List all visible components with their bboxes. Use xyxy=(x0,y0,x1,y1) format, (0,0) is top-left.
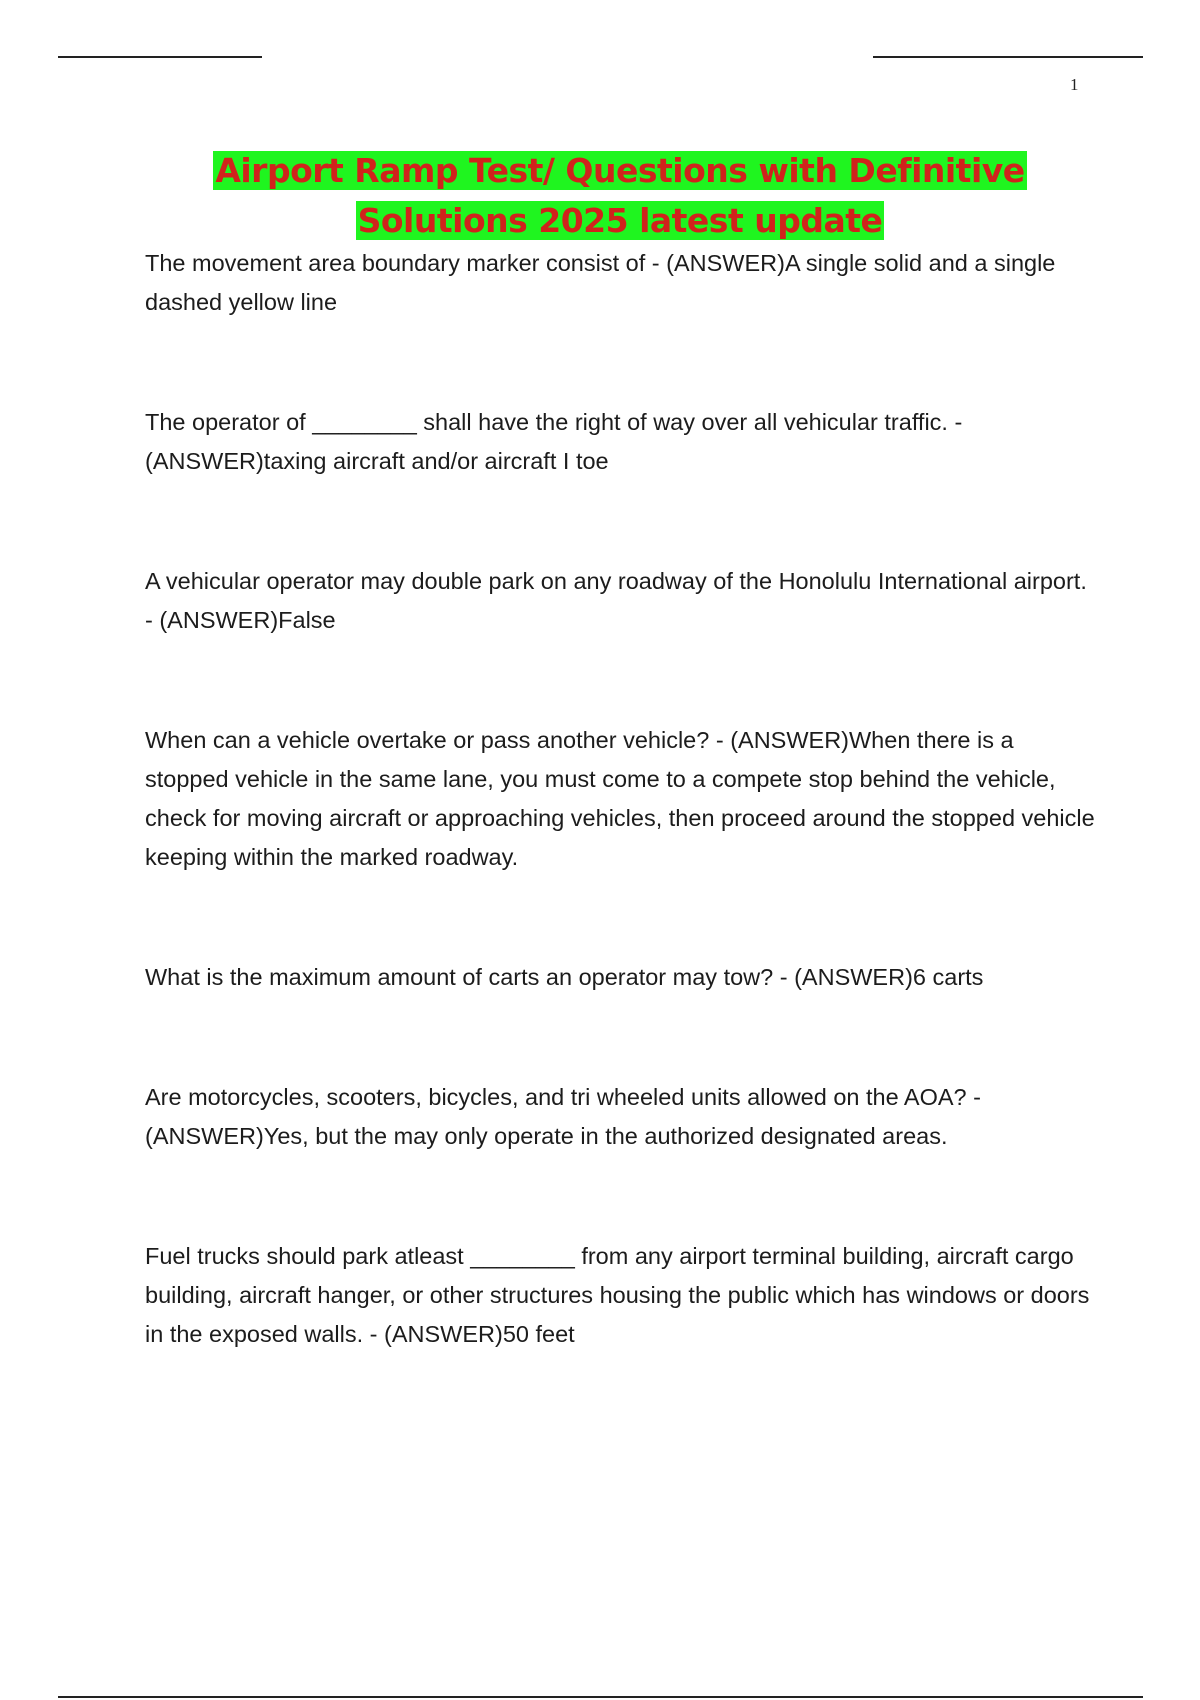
header-rule-right xyxy=(873,56,1143,58)
qa-item: A vehicular operator may double park on any roadway of the Honolulu International airport. - (ANSWER)False xyxy=(145,568,1087,633)
title-line-1: Airport Ramp Test/ Questions with Definitive xyxy=(215,151,1025,190)
qa-item: The operator of ________ shall have the right of way over all vehicular traffic. - (ANSWER)taxing aircraft and/or aircraft I toe xyxy=(145,409,963,474)
header-rule-left xyxy=(58,56,262,58)
title-line-2: Solutions 2025 latest update xyxy=(357,201,883,240)
qa-list xyxy=(145,244,1100,1354)
qa-item: Are motorcycles, scooters, bicycles, and tri wheeled units allowed on the AOA? - (ANSWER)Yes, but the may only operate in the authorized designated areas. xyxy=(145,1084,981,1149)
qa-item: Fuel trucks should park atleast ________ from any airport terminal building, aircraft cargo building, aircraft hanger, or other structures housing the public which has windows or doors in the exposed walls. - (ANSWER)50 feet xyxy=(145,1243,1090,1347)
footer-rule xyxy=(58,1696,1143,1698)
qa-item: The movement area boundary marker consist of - (ANSWER)A single solid and a single dashed yellow line xyxy=(145,250,1056,315)
document-title xyxy=(130,146,1110,246)
qa-item: When can a vehicle overtake or pass another vehicle? - (ANSWER)When there is a stopped vehicle in the same lane, you must come to a compete stop behind the vehicle, check for moving aircraft or approaching vehicles, then proceed around the stopped vehicle keeping within the marked roadway. xyxy=(145,727,1095,870)
page-number: 1 xyxy=(1070,75,1079,94)
qa-item: What is the maximum amount of carts an operator may tow? - (ANSWER)6 carts xyxy=(145,964,984,990)
